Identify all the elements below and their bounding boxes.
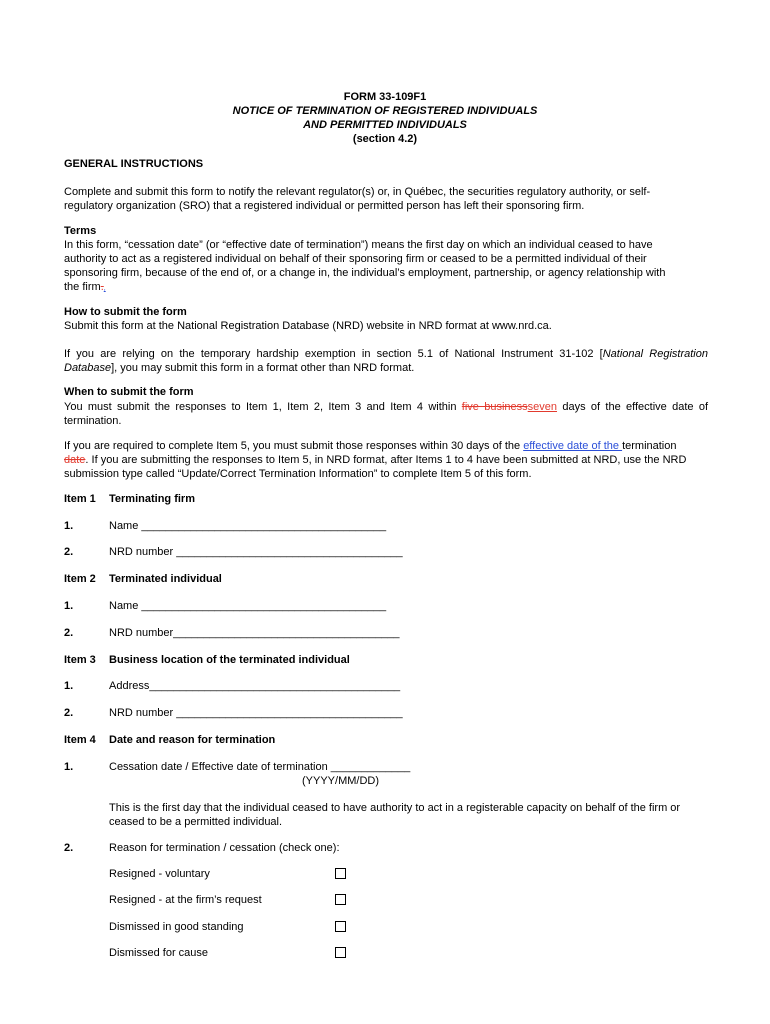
item5-line1 — [64, 439, 708, 453]
item1-q2-number: 2. — [64, 546, 74, 558]
reason-label-dismissed-for-cause: Dismissed for cause — [109, 947, 209, 959]
item3-title: Business location of the terminated individual — [109, 654, 350, 666]
terms-paragraph — [64, 238, 708, 296]
reason-label-resigned-voluntary: Resigned - voluntary — [109, 868, 210, 880]
item1-title: Terminating firm — [109, 493, 195, 505]
item2-q2-number: 2. — [64, 627, 74, 639]
item5-line2 — [64, 453, 708, 467]
item4-reason-prompt: Reason for termination / cessation (check one): — [109, 842, 340, 854]
hardship-line2-text: ], you may submit this form in a format other than NRD format. — [111, 362, 415, 374]
item5-line2-text: . If you are submitting the responses to Item 5, in NRD format, after Items 1 to 4 have been submitted at NRD, use the NRD — [85, 454, 687, 466]
terms-heading: Terms — [64, 225, 97, 237]
general-intro — [64, 185, 708, 213]
date-format-hint: (YYYY/MM/DD) — [302, 775, 379, 787]
item4-note — [109, 801, 709, 829]
item3-address-field[interactable]: Address_________________________________________ — [109, 680, 401, 692]
when-line1 — [64, 400, 708, 414]
terms-inserted-comma: , — [103, 285, 106, 292]
item5-paragraph — [64, 439, 708, 481]
item4-note-line2: ceased to be a permitted individual. — [109, 816, 283, 828]
item5-deleted-date: date — [64, 454, 86, 466]
when-line2: termination. — [64, 415, 122, 427]
reason-checkbox-resigned-voluntary[interactable] — [335, 868, 346, 879]
when-deleted-five-business: five business — [461, 401, 528, 413]
hardship-line1-text: If you are relying on the temporary hardship exemption in section 5.1 of National Instrument 31-102 [ — [64, 348, 603, 360]
reason-checkbox-dismissed-for-cause[interactable] — [335, 947, 346, 958]
hardship-line1-italic: National Registration — [602, 348, 708, 360]
when-line1-end: days of the effective date of — [557, 401, 708, 413]
how-to-submit-heading: How to submit the form — [64, 306, 187, 318]
when-line1-text: You must submit the responses to Item 1, Item 2, Item 3 and Item 4 within — [64, 401, 462, 413]
item5-line3: submission type called “Update/Correct Termination Information” to complete Item 5 of this form. — [64, 468, 532, 480]
general-intro-line1: Complete and submit this form to notify the relevant regulator(s) or, in Québec, the securities regulatory authority, or self- — [64, 186, 651, 198]
item3-q1-number: 1. — [64, 680, 74, 692]
terms-deleted-period: . — [100, 281, 104, 293]
form-number: FORM 33-109F1 — [343, 91, 427, 103]
general-intro-line2: regulatory organization (SRO) that a registered individual or permitted person has left their sponsoring firm. — [64, 200, 585, 212]
item5-inserted-text: effective date of the — [523, 440, 623, 452]
item4-title: Date and reason for termination — [109, 734, 276, 746]
item1-q1-number: 1. — [64, 520, 74, 532]
item2-label: Item 2 — [64, 573, 96, 585]
item4-label: Item 4 — [64, 734, 96, 746]
item2-nrd-number-field[interactable]: NRD number_____________________________________ — [109, 627, 400, 639]
when-to-submit-heading: When to submit the form — [64, 386, 194, 398]
terms-line4 — [64, 280, 708, 296]
item1-name-field[interactable]: Name ________________________________________ — [109, 520, 387, 532]
reason-checkbox-resigned-firm-request[interactable] — [335, 894, 346, 905]
general-instructions-heading: GENERAL INSTRUCTIONS — [64, 158, 204, 170]
form-title-line1: NOTICE OF TERMINATION OF REGISTERED INDIVIDUALS — [232, 105, 538, 117]
hardship-paragraph — [64, 347, 708, 375]
item5-line1-text: If you are required to complete Item 5, you must submit those responses within 30 days of the — [64, 440, 524, 452]
form-section: (section 4.2) — [352, 133, 418, 145]
terms-line3: sponsoring firm, because of the end of, or a change in, the individual’s employment, partnership, or agency relationship with — [64, 267, 666, 279]
item1-nrd-number-field[interactable]: NRD number _____________________________________ — [109, 546, 403, 558]
item4-q2-number: 2. — [64, 842, 74, 854]
item2-name-field[interactable]: Name ________________________________________ — [109, 600, 387, 612]
item4-q1-number: 1. — [64, 761, 74, 773]
item2-q1-number: 1. — [64, 600, 74, 612]
item1-label: Item 1 — [64, 493, 96, 505]
item4-note-line1: This is the first day that the individual ceased to have authority to act in a registerable capacity on behalf of the firm or — [109, 802, 681, 814]
item2-title: Terminated individual — [109, 573, 222, 585]
item4-cessation-date-field[interactable]: Cessation date / Effective date of termination _____________ — [109, 761, 411, 773]
form-title-line2: AND PERMITTED INDIVIDUALS — [303, 119, 467, 131]
terms-line1: In this form, “cessation date” (or “effective date of termination”) means the first day on which an individual ceased to have — [64, 239, 653, 251]
terms-line4-text: the firm — [64, 281, 101, 293]
when-to-submit-paragraph — [64, 400, 708, 428]
hardship-line1 — [64, 347, 708, 361]
item3-q2-number: 2. — [64, 707, 74, 719]
reason-checkbox-dismissed-good-standing[interactable] — [335, 921, 346, 932]
how-to-submit-line: Submit this form at the National Registration Database (NRD) website in NRD format at www.nrd.ca. — [64, 320, 552, 332]
when-inserted-seven: seven — [527, 401, 558, 413]
terms-line2: authority to act as a registered individual on behalf of their sponsoring firm or ceased to be a permitted individual of their — [64, 253, 647, 265]
reason-label-resigned-firm-request: Resigned - at the firm’s request — [109, 894, 262, 906]
item3-label: Item 3 — [64, 654, 96, 666]
hardship-line2 — [64, 361, 708, 375]
reason-label-dismissed-good-standing: Dismissed in good standing — [109, 921, 244, 933]
item3-nrd-number-field[interactable]: NRD number _____________________________________ — [109, 707, 403, 719]
hardship-line2-italic: Database — [64, 362, 112, 374]
item5-line1-end: termination — [622, 440, 677, 452]
